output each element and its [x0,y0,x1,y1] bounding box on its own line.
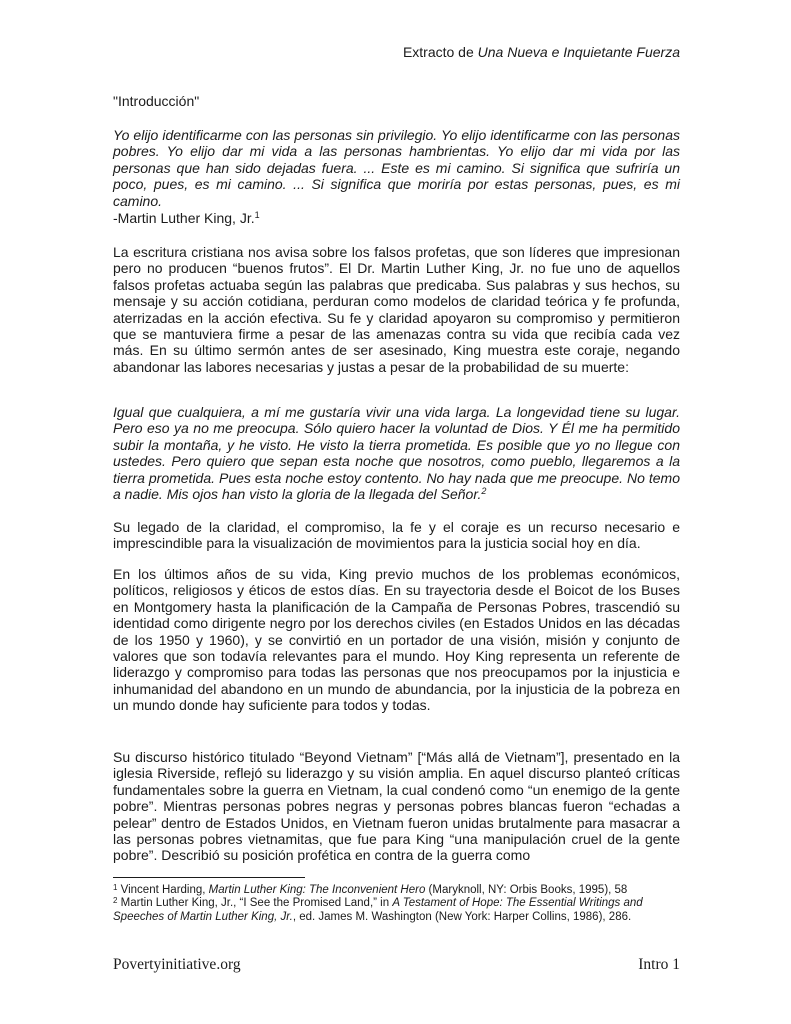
body-paragraph [113,749,680,864]
section-title: "Introducción" [113,93,200,109]
footnote-separator [113,877,305,878]
body-paragraph [113,566,680,714]
footnote-text: , ed. James M. Washington (New York: Harper Collins, 1986), 286. [292,910,632,923]
quote-paragraph [113,127,680,209]
header-prefix: Extracto de [402,44,478,60]
footnote-text-italic: A Testament of Hope: The Essential Writings and Speeches of Martin Luther King, Jr. [113,897,643,923]
body-paragraph [113,519,680,552]
quote-text: Yo elijo identificarme con las personas sin privilegio. Yo elijo identificarme con las personas pobres. Yo elijo dar mi vida a las personas hambrientas. Yo elijo dar mi vida por las personas que han sido dejadas fuera. ... Este es mi camino. Si significa que sufriría un poco, pues, es mi camino. ... Si significa que moriría por estas personas, pues, es mi camino. [113,127,680,209]
body-text: La escritura cristiana nos avisa sobre los falsos profetas, que son líderes que impresionan pero no producen “buenos frutos”. El Dr. Martin Luther King, Jr. no fue uno de aquellos falsos profetas actuaba según las palabras que predicaba. Sus palabras y sus hechos, su mensaje y su acción cotidiana, perduran como modelos de claridad teórica y fe profunda, aterrizadas en la acción efectiva. Su fe y claridad apoyaron su compromiso y permitieron que se mantuviera firme a pesar de las amenazas contra su vida que recibía cada vez más. En su último sermón antes de ser asesinado, King muestra este coraje, negando abandonar las labores necesarias y justas a pesar de la probabilidad de su muerte: [113,244,680,375]
page-footer [113,957,680,973]
footnote-marker: 2 [113,896,118,906]
footnote-marker: 1 [113,883,118,892]
footnote-text: Vincent Harding, [117,884,209,896]
footnote-text: (Maryknoll, NY: Orbis Books, 1995), 58 [425,884,628,896]
body-text: Su legado de la claridad, el compromiso, la fe y el coraje es un recurso necesario e imprescindible para la visualización de movimientos para la justicia social hoy en día. [113,519,680,552]
footnote [113,884,680,897]
body-paragraph [113,244,680,375]
header-work-title: Una Nueva e Inquietante Fuerza [477,44,680,60]
body-text: Su discurso histórico titulado “Beyond Vietnam” [“Más allá de Vietnam”], presentado en la iglesia Riverside, reflejó su liderazgo y su visión amplia. En aquel discurso planteó críticas fundamentales sobre la guerra en Vietnam, la cual condenó como “un enemigo de la gente pobre”. Mientras personas pobres negras y personas pobres blancas fueron “echadas a pelear” dentro de Estados Unidos, en Vietnam fueron unidas brutalmente para masacrar a las personas pobres vietnamitas, que fue para King “una manipulación cruel de la gente pobre”. Describió su posición profética en contra de la guerra como [113,749,680,864]
footer-page-number: Intro 1 [638,956,680,973]
footnote-marker: 1 [254,210,260,220]
attribution-line [113,210,680,226]
page-header [113,44,680,60]
footnotes-section [113,884,680,924]
attribution-text: -Martin Luther King, Jr. [113,210,255,226]
footnote-marker: 2 [481,486,487,497]
quote-text: Igual que cualquiera, a mí me gustaría vivir una vida larga. La longevidad tiene su lugar. Pero eso ya no me preocupa. Sólo quiero hacer la voluntad de Dios. Y Él me ha permitido subir la montaña, y he visto. He visto la tierra prometida. Es posible que yo no llegue con ustedes. Pero quiero que sepan esta noche que nosotros, como pueblo, llegaremos a la tierra prometida. Pues esta noche estoy contento. No hay nada que me preocupe. No temo a nadie. Mis ojos han visto la gloria de la llegada del Señor. [113,404,680,503]
footnote [113,897,680,924]
quote-paragraph [113,404,680,502]
footer-site-name: Povertyinitiative.org [113,956,241,973]
footnote-text-italic: Martin Luther King: The Inconvenient Hero [208,884,426,896]
footnote-text: Martin Luther King, Jr., “I See the Promised Land,” in [117,897,393,910]
body-text: En los últimos años de su vida, King previo muchos de los problemas económicos, políticos, religiosos y éticos de estos días. En su trayectoria desde el Boicot de los Buses en Montgomery hasta la planificación de la Campaña de Personas Pobres, trascendió su identidad como dirigente negro por los derechos civiles (en Estados Unidos en las décadas de los 1950 y 1960), y se convirtió en un portador de una visión, misión y conjunto de valores que son todavía relevantes para el mundo. Hoy King representa un referente de liderazgo y compromiso para todas las personas que nos preocupamos por la injusticia e inhumanidad del abandono en un mundo de abundancia, por la injusticia de la pobreza en un mundo donde hay suficiente para todos y todas. [113,566,680,714]
